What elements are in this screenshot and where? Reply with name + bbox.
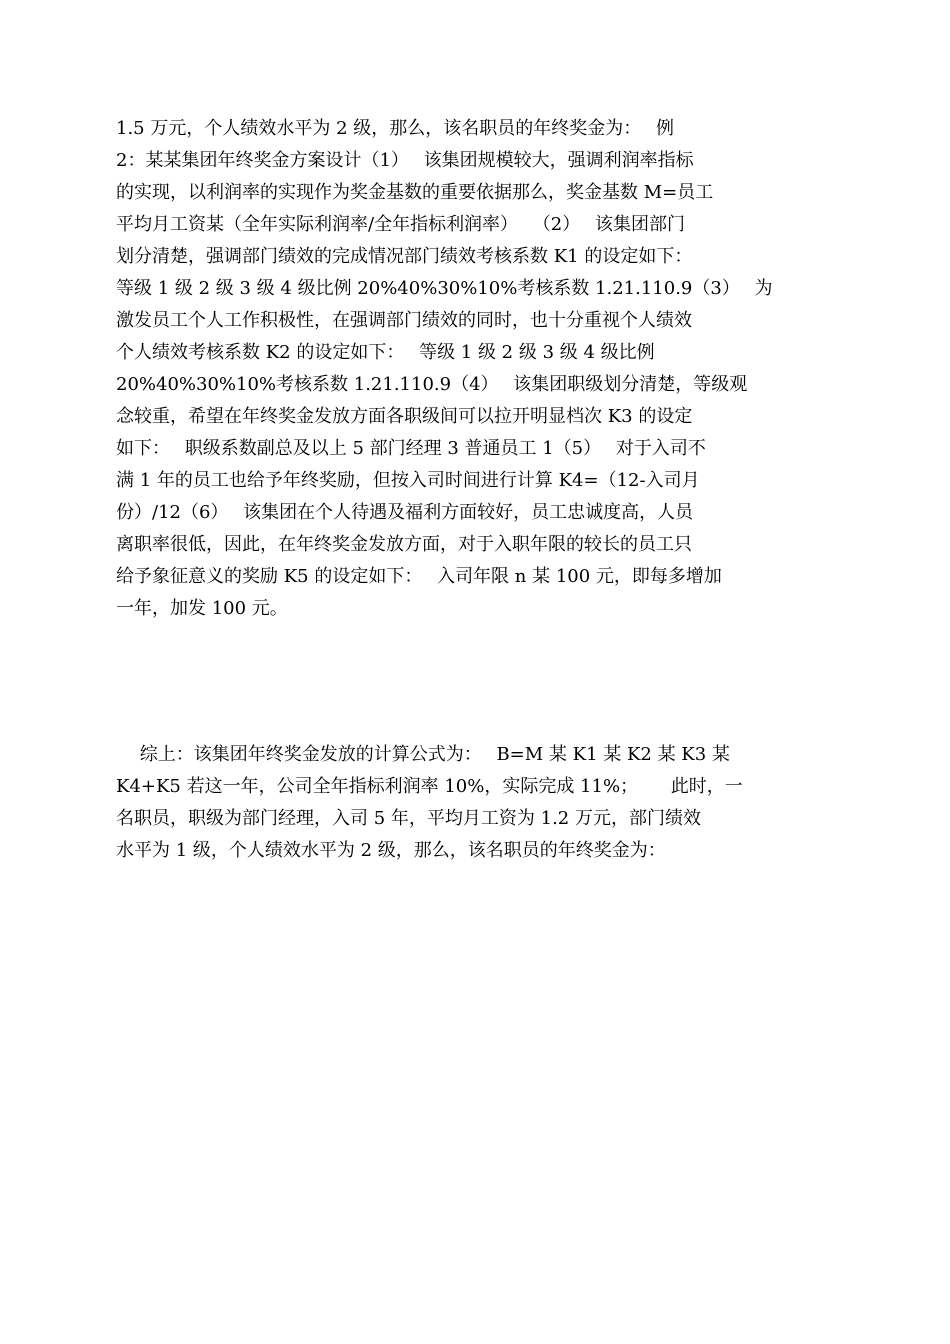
text-line: 离职率很低，因此，在年终奖金发放方面，对于入职年限的较长的员工只: [116, 534, 692, 555]
text-line: 名职员，职级为部门经理，入司 5 年，平均月工资为 1.2 万元，部门绩效: [116, 808, 701, 829]
text-line: 的实现，以利润率的实现作为奖金基数的重要依据那么，奖金基数 M=员工: [116, 182, 714, 203]
text-line: 给予象征意义的奖励 K5 的设定如下： 入司年限 n 某 100 元，即每多增加: [116, 566, 722, 587]
body-paragraph-1: [116, 113, 838, 625]
text-line: 念较重，希望在年终奖金发放方面各职级间可以拉开明显档次 K3 的设定: [116, 406, 693, 427]
text-line: 20%40%30%10%考核系数 1.21.110.9（4） 该集团职级划分清楚，等级观: [116, 374, 748, 395]
text-line: 如下： 职级系数副总及以上 5 部门经理 3 普通员工 1（5） 对于入司不: [116, 438, 706, 459]
body-paragraph-2: [116, 739, 838, 867]
text-line: 个人绩效考核系数 K2 的设定如下： 等级 1 级 2 级 3 级 4 级比例: [116, 342, 655, 363]
text-line: 水平为 1 级，个人绩效水平为 2 级，那么，该名职员的年终奖金为：: [116, 840, 666, 861]
text-line: 份）/12（6） 该集团在个人待遇及福利方面较好，员工忠诚度高，人员: [116, 502, 694, 523]
text-line: 划分清楚，强调部门绩效的完成情况部门绩效考核系数 K1 的设定如下：: [116, 246, 693, 267]
text-line: 一年，加发 100 元。: [116, 598, 288, 619]
text-line: K4+K5 若这一年，公司全年指标利润率 10%，实际完成 11%； 此时，一: [116, 776, 743, 797]
text-line: 等级 1 级 2 级 3 级 4 级比例 20%40%30%10%考核系数 1.21.110.9（3） 为: [116, 278, 773, 299]
text-line: 平均月工资某（全年实际利润率/全年指标利润率） （2） 该集团部门: [116, 214, 685, 235]
text-line: 1.5 万元，个人绩效水平为 2 级，那么，该名职员的年终奖金为： 例: [116, 118, 674, 139]
text-line: 激发员工个人工作积极性，在强调部门绩效的同时，也十分重视个人绩效: [116, 310, 692, 331]
text-line: 综上：该集团年终奖金发放的计算公式为： B=M 某 K1 某 K2 某 K3 某: [116, 744, 730, 765]
text-line: 满 1 年的员工也给予年终奖励，但按入司时间进行计算 K4=（12-入司月: [116, 470, 700, 491]
text-line: 2：某某集团年终奖金方案设计（1） 该集团规模较大，强调利润率指标: [116, 150, 694, 171]
